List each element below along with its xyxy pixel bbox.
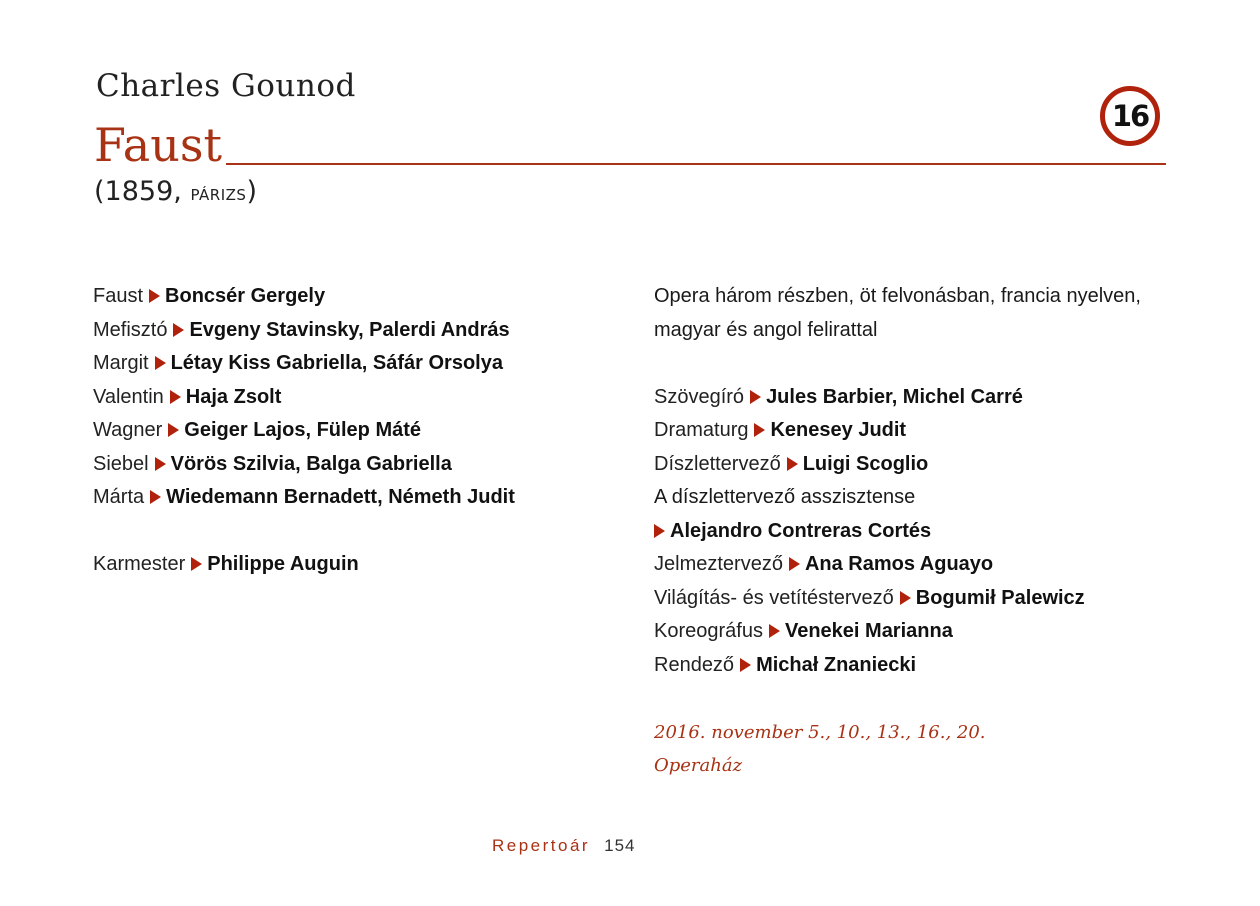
spacer	[93, 515, 515, 549]
arrow-icon	[754, 423, 765, 437]
footer-section: Repertoár	[492, 836, 591, 855]
cast-row	[93, 280, 515, 314]
premiere-place: PÁRIZS	[190, 186, 247, 204]
arrow-icon	[654, 524, 665, 538]
arrow-icon	[769, 624, 780, 638]
cast-role: Márta	[93, 486, 145, 508]
crew-row	[654, 615, 1141, 649]
arrow-icon	[155, 356, 166, 370]
crew-role: Dramaturg	[654, 419, 749, 441]
description-line: magyar és angol felirattal	[654, 318, 878, 341]
crew-role: Díszlettervező	[654, 452, 781, 475]
spacer	[654, 347, 1141, 381]
cast-row	[93, 314, 515, 348]
composer-name: Charles Gounod	[96, 68, 356, 104]
arrow-icon	[168, 423, 179, 437]
arrow-icon	[789, 557, 800, 571]
production-column	[654, 280, 1141, 783]
crew-row	[654, 515, 1141, 549]
cast-row	[93, 347, 515, 381]
cast-name: Haja Zsolt	[185, 385, 282, 408]
cast-name: Vörös Szilvia, Balga Gabriella	[170, 452, 452, 475]
crew-role: Jelmeztervező	[654, 553, 783, 575]
crew-role: Világítás- és vetítéstervező	[654, 586, 894, 609]
cast-name: Geiger Lajos, Fülep Máté	[184, 419, 422, 441]
crew-row	[654, 414, 1141, 448]
arrow-icon	[173, 323, 184, 337]
opera-title: Faust	[94, 118, 222, 172]
crew-name: Bogumił Palewicz	[915, 586, 1085, 609]
conductor-role: Karmester	[93, 553, 186, 575]
arrow-icon	[900, 591, 911, 605]
crew-name: Michał Znaniecki	[756, 653, 917, 676]
spacer	[654, 682, 1141, 716]
crew-name: Ana Ramos Aguayo	[804, 553, 994, 575]
arrow-icon	[150, 490, 161, 504]
cast-row	[93, 381, 515, 415]
cast-role: Wagner	[93, 419, 163, 441]
cast-role: Margit	[93, 352, 149, 374]
cast-role: Mefisztó	[93, 318, 168, 341]
cast-row	[93, 448, 515, 482]
crew-name: Jules Barbier, Michel Carré	[766, 385, 1023, 408]
crew-role: Szövegíró	[654, 385, 745, 408]
crew-role: Rendező	[654, 653, 735, 676]
conductor-name: Philippe Auguin	[207, 553, 359, 575]
conductor-row	[93, 548, 515, 582]
cast-name: Evgeny Stavinsky, Palerdi András	[189, 318, 510, 341]
cast-name: Létay Kiss Gabriella, Sáfár Orsolya	[170, 352, 503, 374]
premiere-close: )	[246, 176, 257, 207]
page-footer	[492, 836, 635, 856]
crew-row	[654, 548, 1141, 582]
cast-column	[93, 280, 515, 582]
title-rule	[226, 163, 1166, 165]
description-line: Opera három részben, öt felvonásban, francia nyelven,	[654, 285, 1141, 307]
cast-role: Siebel	[93, 452, 149, 475]
page-number: 154	[604, 836, 636, 855]
cast-row	[93, 414, 515, 448]
performance-venue: Operaház	[654, 755, 743, 776]
arrow-icon	[170, 390, 181, 404]
cast-role: Faust	[93, 285, 144, 307]
premiere-info	[94, 176, 257, 207]
crew-row	[654, 582, 1141, 616]
cast-name: Wiedemann Bernadett, Németh Judit	[166, 486, 515, 508]
arrow-icon	[191, 557, 202, 571]
crew-row	[654, 649, 1141, 683]
performance-dates: 2016. november 5., 10., 13., 16., 20.	[654, 721, 986, 743]
crew-name: Venekei Marianna	[784, 620, 953, 642]
arrow-icon	[787, 457, 798, 471]
premiere-year: (1859,	[94, 176, 182, 207]
crew-role-line: A díszlettervező asszisztense	[654, 486, 916, 508]
crew-name: Luigi Scoglio	[802, 452, 929, 475]
cast-row	[93, 481, 515, 515]
crew-row	[654, 381, 1141, 415]
arrow-icon	[155, 457, 166, 471]
crew-role: Koreográfus	[654, 620, 763, 642]
crew-name: Kenesey Judit	[770, 419, 907, 441]
arrow-icon	[149, 289, 160, 303]
crew-row	[654, 448, 1141, 482]
arrow-icon	[750, 390, 761, 404]
cast-name: Boncsér Gergely	[165, 285, 326, 307]
age-rating-badge: 16	[1100, 86, 1160, 146]
crew-name: Alejandro Contreras Cortés	[670, 519, 932, 542]
cast-role: Valentin	[93, 385, 164, 408]
arrow-icon	[740, 658, 751, 672]
